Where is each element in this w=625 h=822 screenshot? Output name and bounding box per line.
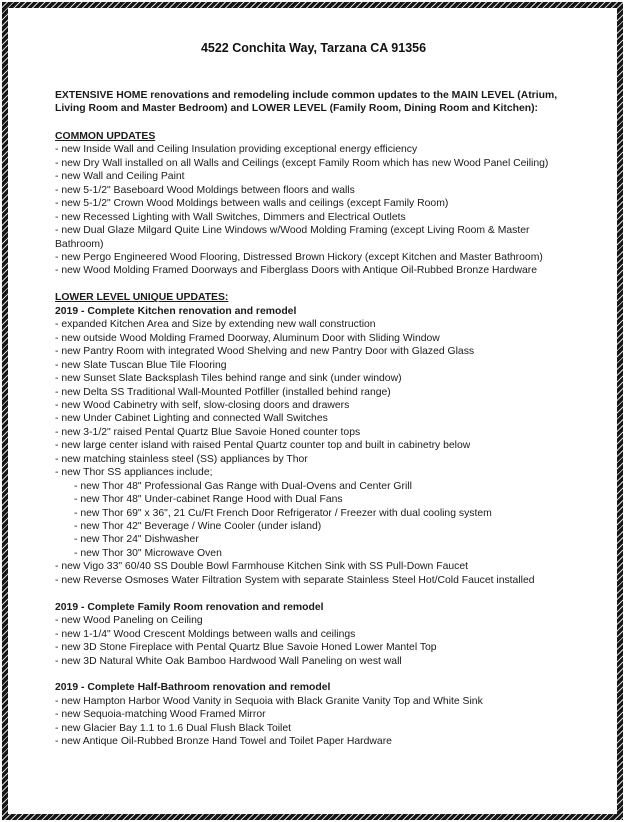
list-item: - new Hampton Harbor Wood Vanity in Sequoia with Black Granite Vanity Top and White Sink <box>55 695 483 707</box>
list-item: - new Glacier Bay 1.1 to 1.6 Dual Flush Black Toilet <box>55 722 292 734</box>
list-item: - new Antique Oil-Rubbed Bronze Hand Towel and Toilet Paper Hardware <box>55 736 392 748</box>
list-item: - new Thor 48" Professional Gas Range with Dual-Ovens and Center Grill <box>74 480 412 492</box>
list-item: - new Under Cabinet Lighting and connected Wall Switches <box>55 413 328 425</box>
list-item: - new Thor 69" x 36", 21 Cu/Ft French Door Refrigerator / Freezer with dual cooling system <box>74 507 492 519</box>
list-item: - new Thor 30" Microwave Oven <box>74 547 222 559</box>
list-item: - new 1-1/4" Wood Crescent Moldings between walls and ceilings <box>55 628 356 640</box>
list-item: - new 5-1/2" Baseboard Wood Moldings between floors and walls <box>55 184 355 196</box>
list-item: - new Wood Molding Framed Doorways and Fiberglass Doors with Antique Oil-Rubbed Bronze Hardware <box>55 265 538 277</box>
list-item: - new Sunset Slate Backsplash Tiles behind range and sink (under window) <box>55 373 402 385</box>
subsection-heading: 2019 - Complete Kitchen renovation and remodel <box>55 305 297 317</box>
list-item: - new Pantry Room with integrated Wood Shelving and new Pantry Door with Glazed Glass <box>55 346 475 358</box>
list-item: - new Reverse Osmoses Water Filtration System with separate Stainless Steel Hot/Cold Faucet installed <box>55 574 535 586</box>
list-item: - new Sequoia-matching Wood Framed Mirror <box>55 709 266 721</box>
list-item: - new 5-1/2" Crown Wood Moldings between walls and ceilings (except Family Room) <box>55 198 449 210</box>
list-item: - new 3D Stone Fireplace with Pental Quartz Blue Savoie Honed Lower Mantel Top <box>55 642 437 654</box>
sections-container <box>55 130 572 749</box>
list-item: - new Inside Wall and Ceiling Insulation providing exceptional energy efficiency <box>55 144 418 156</box>
decorative-hatch-border <box>2 2 623 820</box>
list-item: - new Slate Tuscan Blue Tile Flooring <box>55 359 227 371</box>
document-title: 4522 Conchita Way, Tarzana CA 91356 <box>200 41 427 55</box>
list-item: - new Thor 48" Under-cabinet Range Hood with Dual Fans <box>74 494 343 506</box>
list-item: - new outside Wood Molding Framed Doorway, Aluminum Door with Sliding Window <box>55 332 440 344</box>
list-item: - new Thor 42" Beverage / Wine Cooler (under island) <box>74 521 322 533</box>
list-item: - new Dry Wall installed on all Walls and Ceilings (except Family Room which has new Wood Panel Ceiling) <box>55 157 549 169</box>
list-item: - new Recessed Lighting with Wall Switches, Dimmers and Electrical Outlets <box>55 211 406 223</box>
list-item: - new 3D Natural White Oak Bamboo Hardwood Wall Paneling on west wall <box>55 655 402 667</box>
list-item: - new Delta SS Traditional Wall-Mounted Potfiller (installed behind range) <box>55 386 391 398</box>
list-item: - new Wall and Ceiling Paint <box>55 171 185 183</box>
list-item: - expanded Kitchen Area and Size by extending new wall construction <box>55 319 376 331</box>
intro-paragraph: EXTENSIVE HOME renovations and remodeling include common updates to the MAIN LEVEL (Atrium, Living Room and Master Bedroom) and LOWER LEVEL (Family Room, Dining Room and Kitchen): <box>55 90 558 115</box>
update-block <box>55 601 572 668</box>
update-block <box>55 681 572 748</box>
list-item: - new Wood Paneling on Ceiling <box>55 615 203 627</box>
update-block <box>55 143 572 278</box>
section <box>55 130 572 278</box>
list-item: - new Thor SS appliances include; <box>55 467 213 479</box>
list-item: - new large center island with raised Pental Quartz counter top and built in cabinetry below <box>55 440 471 452</box>
list-item: - new Wood Cabinetry with self, slow-closing doors and drawers <box>55 399 350 411</box>
list-item: - new Dual Glaze Milgard Quite Line Windows w/Wood Molding Framing (except Living Room & Master Bathroom) <box>55 225 530 250</box>
subsection-heading: 2019 - Complete Family Room renovation and remodel <box>55 601 324 613</box>
section <box>55 291 572 748</box>
list-item: - new 3-1/2" raised Pental Quartz Blue Savoie Honed counter tops <box>55 426 361 438</box>
list-item: - new Pergo Engineered Wood Flooring, Distressed Brown Hickory (except Kitchen and Master Bathroom) <box>55 251 543 263</box>
list-item: - new matching stainless steel (SS) appliances by Thor <box>55 453 308 465</box>
section-heading: COMMON UPDATES <box>55 130 156 142</box>
update-block <box>55 305 572 588</box>
list-item: - new Thor 24" Dishwasher <box>74 534 199 546</box>
list-item: - new Vigo 33" 60/40 SS Double Bowl Farmhouse Kitchen Sink with SS Pull-Down Faucet <box>55 561 468 573</box>
section-heading: LOWER LEVEL UNIQUE UPDATES: <box>55 292 229 304</box>
document-page <box>8 8 617 814</box>
subsection-heading: 2019 - Complete Half-Bathroom renovation and remodel <box>55 682 331 694</box>
